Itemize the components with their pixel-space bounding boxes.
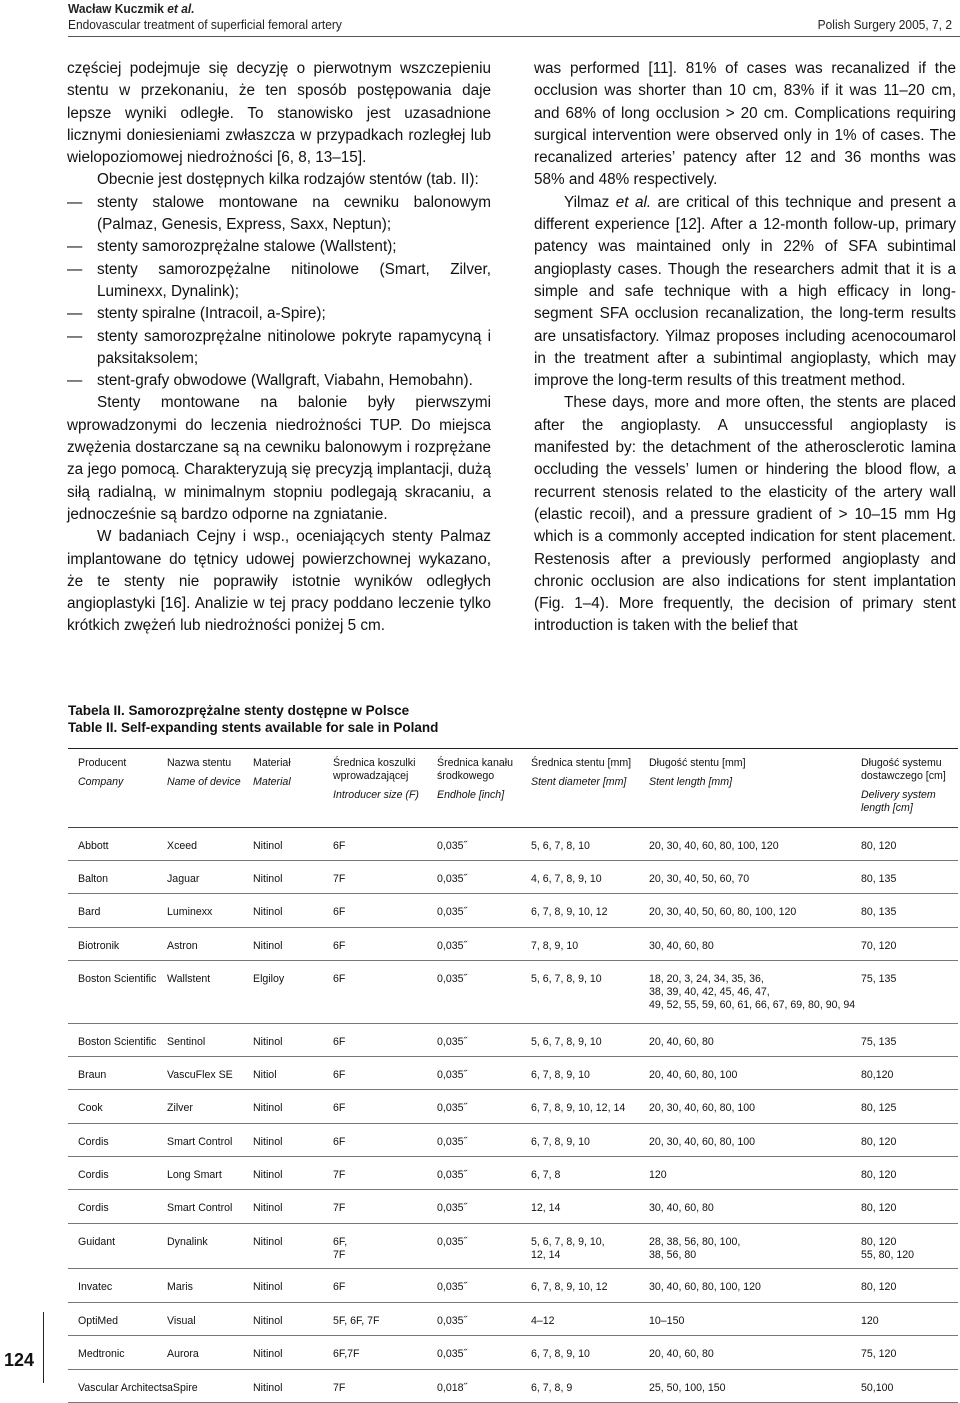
table-cell: 5, 6, 7, 8, 10 xyxy=(531,840,590,852)
column-header-pl: Średnica kanału środkowego xyxy=(437,757,513,782)
header-rule xyxy=(68,36,960,37)
table-row xyxy=(68,828,958,861)
page-number: 124 xyxy=(4,1350,35,1370)
table-cell: OptiMed xyxy=(78,1315,119,1327)
column-header-pl: Średnica stentu [mm] xyxy=(531,757,632,769)
table-cell: 6F,7F xyxy=(333,1348,360,1360)
table-cell: 0,035˝ xyxy=(437,973,468,985)
table-cell: 80, 135 xyxy=(861,906,897,918)
column-header-en: Endhole [inch] xyxy=(437,789,505,801)
left-column xyxy=(67,58,491,638)
right-paragraph-2 xyxy=(534,192,956,393)
table-cell: Aurora xyxy=(167,1348,199,1360)
column-header xyxy=(531,757,631,789)
table-cell: 0,035˝ xyxy=(437,1315,468,1327)
page-number-box xyxy=(0,1330,48,1383)
stent-type-item: — stenty stalowe montowane na cewniku balonowym (Palmaz, Genesis, Express, Saxx, Neptun); xyxy=(67,192,491,237)
table-cell: 80, 125 xyxy=(861,1102,897,1114)
table-cell: Xceed xyxy=(167,840,198,852)
column-header-en: Material xyxy=(253,776,291,788)
yilmaz-name: Yilmaz xyxy=(564,193,610,211)
table-cell: 6F xyxy=(333,906,346,918)
table-cell: Vascular Architects xyxy=(78,1382,168,1394)
table-cell: Jaguar xyxy=(167,873,200,885)
stent-type-list xyxy=(67,192,491,393)
table-cell: 120 xyxy=(861,1315,879,1327)
column-header-en: Name of device xyxy=(167,776,241,788)
table-cell: Braun xyxy=(78,1069,107,1081)
table-cell: 0,018˝ xyxy=(437,1382,468,1394)
table-cell: 20, 40, 60, 80 xyxy=(649,1036,714,1048)
table-cell: Guidant xyxy=(78,1236,116,1248)
table-cell: 0,035˝ xyxy=(437,1102,468,1114)
table-cell: 80, 120 xyxy=(861,1136,897,1148)
table-cell: 0,035˝ xyxy=(437,1069,468,1081)
table-cell: 10–150 xyxy=(649,1315,685,1327)
table-cell: 0,035˝ xyxy=(437,840,468,852)
table-cell: aSpire xyxy=(167,1382,198,1394)
table-cell: Balton xyxy=(78,873,109,885)
table-cell: Luminexx xyxy=(167,906,213,918)
table-cell: Nitinol xyxy=(253,1348,283,1360)
table-cell: 0,035˝ xyxy=(437,1169,468,1181)
table-cell: 5, 6, 7, 8, 9, 10 xyxy=(531,973,602,985)
table-cell: 6, 7, 8, 9, 10, 12, 14 xyxy=(531,1102,626,1114)
stent-type-item: — stent-grafy obwodowe (Wallgraft, Viabahn, Hemobahn). xyxy=(67,370,491,392)
table-cell: 6, 7, 8, 9, 10, 12 xyxy=(531,1281,608,1293)
table-cell: 6, 7, 8, 9, 10 xyxy=(531,1136,590,1148)
table-row xyxy=(68,1269,958,1303)
table-row xyxy=(68,1336,958,1370)
table-cell: 6F xyxy=(333,1281,346,1293)
table-cell: 80, 135 xyxy=(861,873,897,885)
table-cell: 6, 7, 8, 9, 10, 12 xyxy=(531,906,608,918)
table-cell: Nitinol xyxy=(253,840,283,852)
column-header xyxy=(649,757,746,789)
table-cell: 5, 6, 7, 8, 9, 10 xyxy=(531,1036,602,1048)
table-cell: 6F xyxy=(333,1069,346,1081)
column-header-pl: Długość systemu dostawczego [cm] xyxy=(861,757,946,782)
table-cell: 0,035˝ xyxy=(437,1036,468,1048)
table-cell: 50,100 xyxy=(861,1382,894,1394)
table-cell: 20, 30, 40, 60, 80, 100, 120 xyxy=(649,840,779,852)
table-cell: 6F xyxy=(333,840,346,852)
table-cell: 6F xyxy=(333,973,346,985)
table-cell: Invatec xyxy=(78,1281,113,1293)
column-header xyxy=(78,757,126,789)
table-cell: Nitinol xyxy=(253,1202,283,1214)
table-cell: Biotronik xyxy=(78,940,120,952)
table-cell: 0,035˝ xyxy=(437,873,468,885)
column-header-en: Company xyxy=(78,776,124,788)
table-cell: Elgiloy xyxy=(253,973,285,985)
table-cell: 7F xyxy=(333,1202,346,1214)
table-row xyxy=(68,1303,958,1336)
table-cell: 7F xyxy=(333,873,346,885)
table-cell: 7, 8, 9, 10 xyxy=(531,940,579,952)
stent-type-item: — stenty samorozprężalne stalowe (Wallstent); xyxy=(67,236,491,258)
table-cell: Nitinol xyxy=(253,1382,283,1394)
table-cell: 0,035˝ xyxy=(437,1281,468,1293)
table-row xyxy=(68,1157,958,1190)
table-cell: 6, 7, 8, 9 xyxy=(531,1382,573,1394)
table-caption xyxy=(68,702,438,736)
right-paragraph-3: These days, more and more often, the stents are placed after the angioplasty. A unsuccessful angioplasty is manifested by: the detachment of the atherosclerotic lamina occluding the vessels’ lumen or hindering the blood flow, a recurrent stenosis related to the elasticity of the artery wall (elastic recoil), and a pressure gradient of > 10–15 mm Hg which is a commonly accepted indication for stent placement. Restenosis after a previously performed angioplasty and chronic occlusion are also indications for stent implantation (Fig. 1–4). More frequently, the decision of primary stent introduction is taken with the belief that xyxy=(534,394,956,635)
table-cell: Bard xyxy=(78,906,101,918)
column-header xyxy=(333,757,419,802)
table-cell: 75, 120 xyxy=(861,1348,897,1360)
table-cell: Boston Scientific xyxy=(78,973,157,985)
table-cell: Nitiol xyxy=(253,1069,277,1081)
table-cell: Boston Scientific xyxy=(78,1036,157,1048)
table-caption-en: Table II. Self-expanding stents available for sale in Poland xyxy=(68,720,439,735)
table-cell: 30, 40, 60, 80, 100, 120 xyxy=(649,1281,761,1293)
table-cell: 80, 120 xyxy=(861,1202,897,1214)
table-cell: 120 xyxy=(649,1169,667,1181)
column-header xyxy=(861,757,946,815)
table-cell: Maris xyxy=(167,1281,193,1293)
table-cell: Nitinol xyxy=(253,1236,283,1248)
table-cell: Visual xyxy=(167,1315,196,1327)
table-cell: 80,120 xyxy=(861,1069,894,1081)
table-cell: Cordis xyxy=(78,1169,109,1181)
table-cell: 20, 30, 40, 60, 80, 100 xyxy=(649,1102,756,1114)
table-cell: 20, 30, 40, 50, 60, 70 xyxy=(649,873,750,885)
table-cell: 0,035˝ xyxy=(437,940,468,952)
table-cell: 0,035˝ xyxy=(437,1202,468,1214)
stent-type-item: — stenty samorozpężalne nitinolowe (Smart, Zilver, Luminexx, Dynalink); xyxy=(67,259,491,304)
table-cell: 6F xyxy=(333,1036,346,1048)
column-header-pl: Nazwa stentu xyxy=(167,757,232,769)
table-cell: 80, 120 xyxy=(861,1281,897,1293)
header-article-title: Endovascular treatment of superficial femoral artery xyxy=(68,17,342,32)
table-cell: 6F xyxy=(333,1102,346,1114)
table-row xyxy=(68,928,958,961)
column-header-en: Stent length [mm] xyxy=(649,776,733,788)
running-header xyxy=(0,0,960,40)
left-paragraph-1: częściej podejmuje się decyzję o pierwotnym wszczepieniu stentu w przekonaniu, że ten sposób postępowania daje lepsze wyniki odległe. To stanowisko jest uzasadnione licznymi doniesieniami zwłaszcza w przypadkach rozległej lub wielopoziomowej niedrożności [6, 8, 13–15]. xyxy=(67,60,491,167)
table-cell: 6, 7, 8, 9, 10 xyxy=(531,1348,590,1360)
table-cell: Nitinol xyxy=(253,940,283,952)
column-header xyxy=(437,757,513,802)
right-column xyxy=(534,58,956,638)
table-cell: VascuFlex SE xyxy=(167,1069,233,1081)
table-cell: Nitinol xyxy=(253,873,283,885)
table-cell: 5, 6, 7, 8, 9, 10, 12, 14 xyxy=(531,1236,605,1261)
column-header xyxy=(253,757,291,789)
column-header-pl: Materiał xyxy=(253,757,291,769)
table-cell: 20, 30, 40, 60, 80, 100 xyxy=(649,1136,756,1148)
table-row xyxy=(68,1057,958,1090)
table-cell: 12, 14 xyxy=(531,1202,561,1214)
table-cell: Nitinol xyxy=(253,1169,283,1181)
table-cell: Nitinol xyxy=(253,1281,283,1293)
table-cell: 6F, 7F xyxy=(333,1236,348,1261)
column-header xyxy=(167,757,241,789)
table-cell: Long Smart xyxy=(167,1169,222,1181)
left-paragraph-2: Obecnie jest dostępnych kilka rodzajów stentów (tab. II): xyxy=(97,171,479,189)
table-cell: 4–12 xyxy=(531,1315,555,1327)
left-paragraph-3: Stenty montowane na balonie były pierwszymi wprowadzonymi do leczenia niedrożności TUP. Do miejsca zwężenia dostarczane są na cewniku balonowym i rozprężane za jego pomocą. Charakteryzują się precyzją implantacji, dużą siłą radialną, w minimalnym stopniu podlegają skracaniu, a jednocześnie są bardzo odporne na zgniatanie. xyxy=(67,394,491,523)
right-paragraph-2-text: are critical of this technique and present a different experience [12]. After a 12-month follow-up, primary patency was maintained only in 22% of SFA subintimal angioplasty cases. Though the researchers admit that it is a simple and safe technique with a high efficacy in long-segment SFA occlusion recanalization, the long-term results are unsatisfactory. Yilmaz proposes including acenocoumarol in the treatment after a subintimal angioplasty, which may improve the long-term results of this treatment method. xyxy=(534,193,956,390)
table-row xyxy=(68,894,958,928)
column-header-pl: Długość stentu [mm] xyxy=(649,757,746,769)
table-cell: Cook xyxy=(78,1102,103,1114)
table-row xyxy=(68,961,958,1024)
header-journal: Polish Surgery 2005, 7, 2 xyxy=(817,17,952,32)
table-cell: 6, 7, 8 xyxy=(531,1169,561,1181)
table-cell: Cordis xyxy=(78,1136,109,1148)
table-header xyxy=(68,749,958,828)
stent-type-item: — stenty samorozprężalne nitinolowe pokryte rapamycyną i paksitaksolem; xyxy=(67,326,491,371)
table-cell: Nitinol xyxy=(253,1136,283,1148)
table-cell: 0,035˝ xyxy=(437,1348,468,1360)
table-cell: Nitinol xyxy=(253,1102,283,1114)
table-cell: Medtronic xyxy=(78,1348,125,1360)
table-row xyxy=(68,1370,958,1403)
table-cell: Smart Control xyxy=(167,1202,233,1214)
column-header-en: Introducer size (F) xyxy=(333,789,419,801)
table-cell: 20, 40, 60, 80 xyxy=(649,1348,714,1360)
table-cell: 0,035˝ xyxy=(437,906,468,918)
table-cell: 70, 120 xyxy=(861,940,897,952)
table-cell: Nitinol xyxy=(253,906,283,918)
table-cell: Smart Control xyxy=(167,1136,233,1148)
table-cell: 7F xyxy=(333,1169,346,1181)
table-cell: Abbott xyxy=(78,840,109,852)
table-cell: 18, 20, 3, 24, 34, 35, 36, 38, 39, 40, 42, 45, 46, 47, 49, 52, 55, 59, 60, 61, 66, 67, 69, 80, 90, 94 xyxy=(649,973,856,1011)
column-header-pl: Producent xyxy=(78,757,127,769)
table-cell: Nitinol xyxy=(253,1036,283,1048)
header-author-names: Wacław Kuczmik xyxy=(68,1,164,16)
table-caption-pl: Tabela II. Samorozprężalne stenty dostępne w Polsce xyxy=(68,703,410,718)
table-cell: 80, 120 55, 80, 120 xyxy=(861,1236,915,1261)
table-cell: 7F xyxy=(333,1382,346,1394)
table-row xyxy=(68,861,958,894)
table-row xyxy=(68,1124,958,1157)
table-row xyxy=(68,1024,958,1057)
header-et-al: et al. xyxy=(163,1,195,16)
stent-type-item: — stenty spiralne (Intracoil, a-Spire); xyxy=(67,303,491,325)
table-cell: 5F, 6F, 7F xyxy=(333,1315,380,1327)
table-body xyxy=(68,828,958,1403)
table-cell: 75, 135 xyxy=(861,973,897,985)
table-row xyxy=(68,1224,958,1269)
header-authors xyxy=(68,1,342,17)
table-cell: 6, 7, 8, 9, 10 xyxy=(531,1069,590,1081)
table-cell: 6F xyxy=(333,1136,346,1148)
table-cell: Astron xyxy=(167,940,198,952)
column-header-en: Delivery system length [cm] xyxy=(861,789,936,814)
table-cell: Sentinol xyxy=(167,1036,206,1048)
left-paragraph-4: W badaniach Cejny i wsp., oceniających stenty Palmaz implantowane do tętnicy udowej powierzchownej wykazano, że te stenty nie poprawiły istotnie wyników odległych angioplastyki [16]. Analizie w tej pracy poddano leczenie tylko krótkich zwężeń lub niedrożności poniżej 5 cm. xyxy=(67,528,491,635)
table-cell: Nitinol xyxy=(253,1315,283,1327)
table-cell: 0,035˝ xyxy=(437,1236,468,1248)
header-left xyxy=(68,1,342,33)
table-cell: 4, 6, 7, 8, 9, 10 xyxy=(531,873,602,885)
table-cell: Zilver xyxy=(167,1102,193,1114)
table-cell: Wallstent xyxy=(167,973,211,985)
table-cell: 80, 120 xyxy=(861,1169,897,1181)
table-cell: 75, 135 xyxy=(861,1036,897,1048)
stent-table xyxy=(68,748,958,1403)
table-cell: 28, 38, 56, 80, 100, 38, 56, 80 xyxy=(649,1236,741,1261)
table-cell: 20, 30, 40, 50, 60, 80, 100, 120 xyxy=(649,906,797,918)
table-cell: 20, 40, 60, 80, 100 xyxy=(649,1069,738,1081)
table-row xyxy=(68,1190,958,1224)
table-row xyxy=(68,1090,958,1124)
table-cell: 6F xyxy=(333,940,346,952)
table-cell: 30, 40, 60, 80 xyxy=(649,1202,714,1214)
table-cell: 30, 40, 60, 80 xyxy=(649,940,714,952)
column-header-pl: Średnica koszulki wprowadzającej xyxy=(333,757,416,782)
table-cell: Cordis xyxy=(78,1202,109,1214)
column-header-en: Stent diameter [mm] xyxy=(531,776,627,788)
yilmaz-et-al: et al. xyxy=(609,193,652,211)
table-cell: Dynalink xyxy=(167,1236,208,1248)
table-cell: 0,035˝ xyxy=(437,1136,468,1148)
table-cell: 80, 120 xyxy=(861,840,897,852)
right-paragraph-1: was performed [11]. 81% of cases was recanalized if the occlusion was shorter than 10 cm, 83% if it was 11–20 cm, and 68% of long occlusion > 20 cm. Complications requiring surgical intervention were observed only in 1% of cases. The recanalized arteries’ patency after 12 and 36 months was 58% and 48% respectively. xyxy=(534,60,956,189)
table-cell: 25, 50, 100, 150 xyxy=(649,1382,726,1394)
